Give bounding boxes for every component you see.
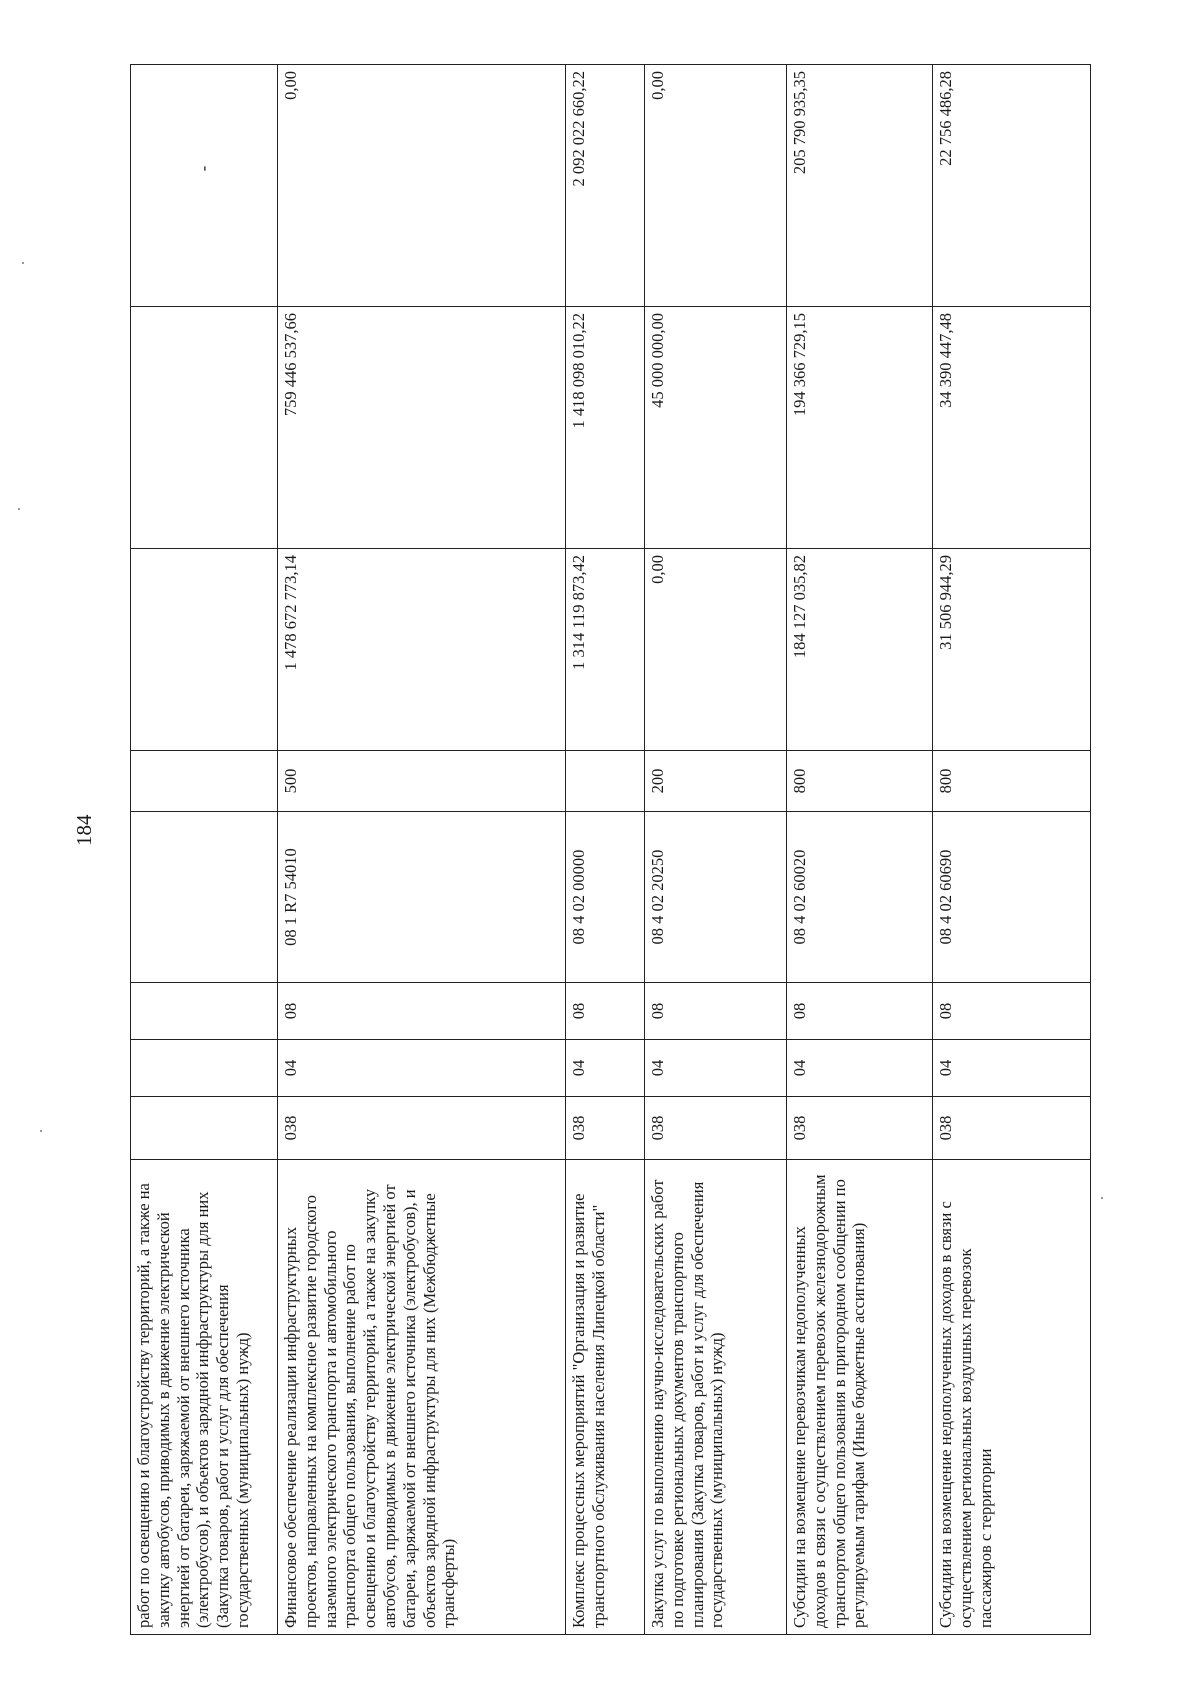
cell-sum-year-1: 31 506 944,29 (933, 549, 1091, 751)
cell-sum-year-3: 0,00 (645, 65, 787, 307)
cell-sum-year-1: 184 127 035,82 (787, 549, 933, 751)
cell-sum-year-1: 1 314 119 873,42 (566, 549, 645, 751)
cell-ministry: 038 (933, 1097, 1091, 1160)
cell-sum-year-3: - (131, 65, 278, 307)
cell-sum-year-2: 759 446 537,66 (278, 307, 566, 549)
table-row (645, 65, 787, 1635)
cell-ministry: 038 (645, 1097, 787, 1160)
cell-subsection: 08 (787, 983, 933, 1040)
budget-table-rotated (130, 65, 1091, 1635)
cell-sum-year-1: 0,00 (645, 549, 787, 751)
scan-speck (40, 1130, 42, 1132)
table-row (278, 65, 566, 1635)
table-row (131, 65, 278, 1635)
cell-section: 04 (645, 1040, 787, 1097)
row-description: Субсидии на возмещение перевозчикам недополученных доходов в связи с осуществлением перевозок железнодорожным транспортом общего пользования в пригородном сообщении по регулируемым тарифам (Иные бюджетные ассигнования) (787, 1160, 933, 1635)
cell-sum-year-3: 205 790 935,35 (787, 65, 933, 307)
cell-expense-type: 800 (787, 751, 933, 812)
cell-target-article: 08 4 02 00000 (566, 812, 645, 983)
cell-expense-type (566, 751, 645, 812)
cell-target-article: 08 4 02 20250 (645, 812, 787, 983)
cell-expense-type: 800 (933, 751, 1091, 812)
cell-sum-year-3: 22 756 486,28 (933, 65, 1091, 307)
cell-sum-year-2: 45 000 000,00 (645, 307, 787, 549)
row-description: работ по освещению и благоустройству территорий, а также на закупку автобусов, приводимых в движение электрической энергией от батареи, заряжаемой от внешнего источника (электробусов), и объектов зарядной инфраструктуры для них (Закупка товаров, работ и услуг для обеспечения государственных (муниципальных) нужд) (131, 1160, 278, 1635)
cell-target-article (131, 812, 278, 983)
scan-speck (18, 508, 20, 510)
cell-sum-year-2 (131, 307, 278, 549)
cell-sum-year-2: 1 418 098 010,22 (566, 307, 645, 549)
row-description: Закупка услуг по выполнению научно-исследовательских работ по подготовке региональных документов транспортного планирования (Закупка товаров, работ и услуг для обеспечения государственных (муниципальных) нужд) (645, 1160, 787, 1635)
cell-ministry (131, 1097, 278, 1160)
cell-expense-type: 200 (645, 751, 787, 812)
cell-ministry: 038 (566, 1097, 645, 1160)
page-number: 184 (72, 814, 96, 846)
cell-sum-year-1 (131, 549, 278, 751)
scan-speck (22, 262, 24, 264)
row-description: Комплекс процессных мероприятий "Организация и развитие транспортного обслуживания населения Липецкой области" (566, 1160, 645, 1635)
row-description: Финансовое обеспечение реализации инфраструктурных проектов, направленных на комплексное развитие городского наземного электрического транспорта и автомобильного транспорта общего пользования, выполнение работ по освещению и благоустройству территорий, а также на закупку автобусов, приводимых в движение электрической энергией от батареи, заряжаемой от внешнего источника (электробусов), и объектов зарядной инфраструктуры для них (Межбюджетные трансферты) (278, 1160, 566, 1635)
cell-target-article: 08 1 R7 54010 (278, 812, 566, 983)
scan-speck (1101, 1197, 1103, 1199)
cell-section: 04 (787, 1040, 933, 1097)
budget-table (130, 64, 1091, 1635)
cell-section (131, 1040, 278, 1097)
table-row (787, 65, 933, 1635)
cell-sum-year-2: 34 390 447,48 (933, 307, 1091, 549)
cell-subsection: 08 (278, 983, 566, 1040)
cell-target-article: 08 4 02 60020 (787, 812, 933, 983)
cell-subsection: 08 (645, 983, 787, 1040)
cell-ministry: 038 (278, 1097, 566, 1160)
cell-subsection (131, 983, 278, 1040)
cell-sum-year-3: 2 092 022 660,22 (566, 65, 645, 307)
cell-target-article: 08 4 02 60690 (933, 812, 1091, 983)
cell-section: 04 (933, 1040, 1091, 1097)
cell-expense-type (131, 751, 278, 812)
cell-section: 04 (278, 1040, 566, 1097)
table-row (933, 65, 1091, 1635)
cell-expense-type: 500 (278, 751, 566, 812)
cell-section: 04 (566, 1040, 645, 1097)
cell-sum-year-2: 194 366 729,15 (787, 307, 933, 549)
row-description: Субсидии на возмещение недополученных доходов в связи с осуществлением региональных воздушных перевозок пассажиров с территории (933, 1160, 1091, 1635)
cell-sum-year-1: 1 478 672 773,14 (278, 549, 566, 751)
cell-subsection: 08 (566, 983, 645, 1040)
cell-ministry: 038 (787, 1097, 933, 1160)
cell-sum-year-3: 0,00 (278, 65, 566, 307)
table-row (566, 65, 645, 1635)
cell-subsection: 08 (933, 983, 1091, 1040)
